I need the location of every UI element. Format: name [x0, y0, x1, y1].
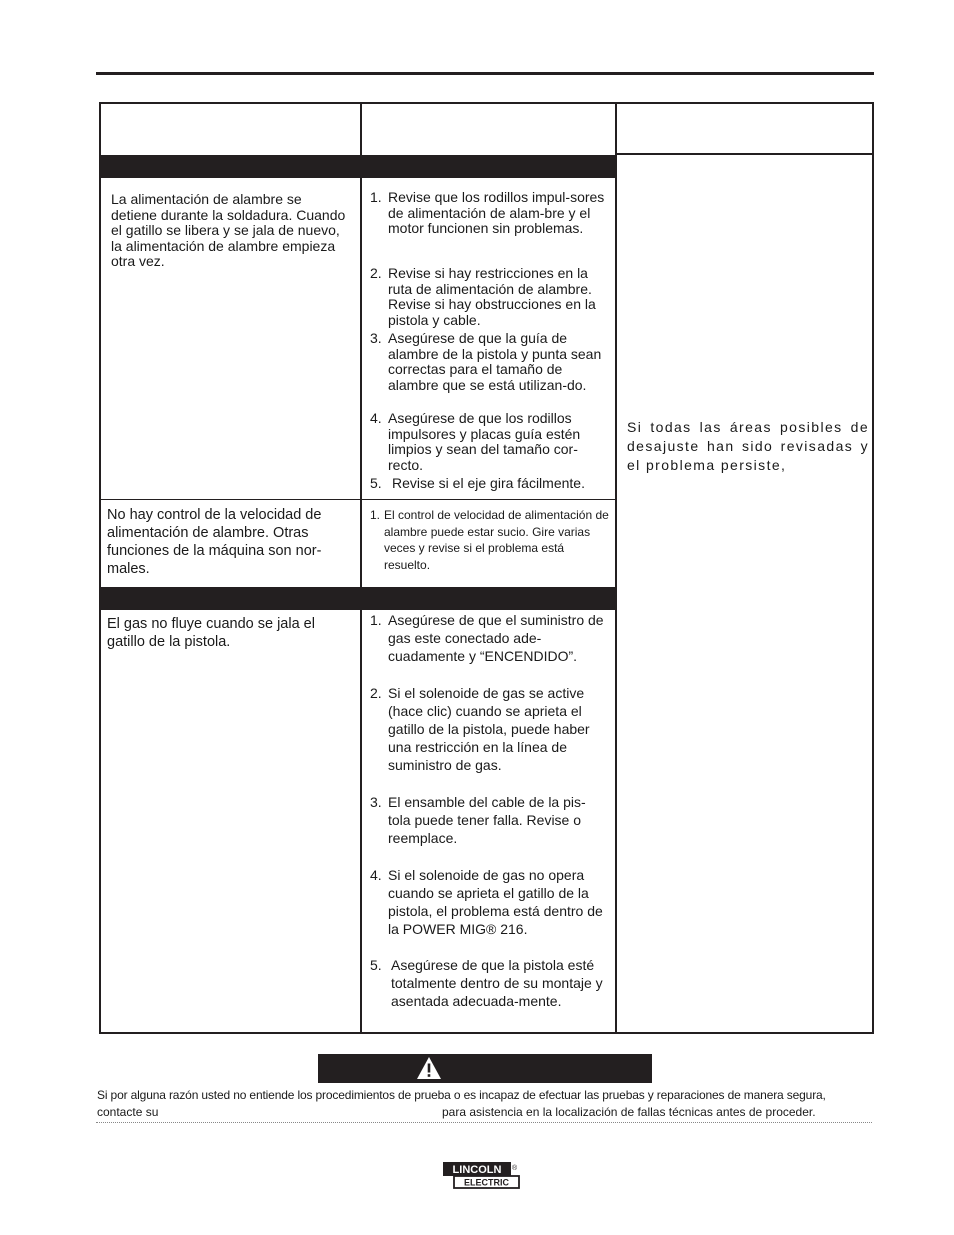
cause-item [370, 507, 612, 573]
cause-text: Revise si el eje gira fácilmente. [392, 475, 585, 491]
svg-text:®: ® [512, 1165, 518, 1172]
cause-number: 5. [370, 475, 382, 491]
row-separator [101, 609, 615, 610]
top-rule [96, 72, 874, 75]
cause-number: 3. [370, 330, 382, 346]
cause-number: 2. [370, 685, 382, 701]
row-separator [101, 499, 615, 500]
header-rule [616, 153, 874, 155]
svg-text:LINCOLN: LINCOLN [452, 1164, 502, 1177]
svg-text:ELECTRIC: ELECTRIC [464, 1177, 509, 1188]
lincoln-electric-logo [441, 1160, 521, 1190]
footer-line-1: Si por alguna razón usted no entiende los procedimientos de prueba o es incapaz de efectuar las pruebas y reparaciones de manera segura, [97, 1088, 826, 1102]
cause-number: 4. [370, 410, 382, 426]
caution-bar [318, 1054, 652, 1083]
footer-line-2a: contacte su [97, 1105, 159, 1119]
cause-number: 2. [370, 265, 382, 281]
warning-triangle-icon [416, 1055, 442, 1081]
section-band-gas [101, 587, 615, 609]
cause-item [370, 476, 610, 492]
cause-number: 1. [370, 189, 382, 205]
cause-item [370, 266, 612, 328]
problem-no-gas: El gas no fluye cuando se jala el gatillo de la pistola. [107, 616, 315, 650]
cause-text: El control de velocidad de alimentación de alambre puede estar sucio. Gire varias veces y revise si el problema está resuelto. [384, 508, 609, 572]
cause-text: Si el solenoide de gas no opera cuando se aprieta el gatillo de la pistola, el problema está dentro de la POWER MIG® 216. [388, 867, 603, 937]
cause-item [370, 611, 608, 665]
recommended-action: Si todas las áreas posibles de desajuste han sido revisadas y el problema persiste, [627, 419, 869, 473]
cause-text: Revise que los rodillos impul-sores de alimentación de alam-bre y el motor funcionen sin problemas. [388, 189, 605, 236]
row-separator [101, 177, 615, 178]
cause-number: 1. [370, 612, 382, 628]
cause-item [370, 866, 610, 938]
footer-dotted-rule [96, 1122, 872, 1123]
cause-item [370, 684, 610, 774]
section-band-wire-feed [101, 155, 615, 177]
cause-item [370, 331, 610, 393]
cause-item [370, 793, 608, 847]
cause-number: 5. [370, 957, 382, 973]
cause-item [370, 956, 608, 1010]
cause-number: 4. [370, 867, 382, 883]
cause-text: Asegúrese de que la pistola esté totalmente dentro de su montaje y asentada adecuada-mente. [391, 957, 603, 1009]
cause-item [370, 190, 610, 237]
cause-text: Si el solenoide de gas se active (hace clic) cuando se aprieta el gatillo de la pistola, puede haber una restricción en la línea de suministro de gas. [388, 685, 590, 773]
cause-text: Revise si hay restricciones en la ruta de alimentación de alambre. Revise si hay obstrucciones en la pistola y cable. [388, 265, 596, 328]
cause-number: 3. [370, 794, 382, 810]
problem-no-speed-control: No hay control de la velocidad de alimentación de alambre. Otras funciones de la máquina son nor-males. [107, 507, 322, 577]
cause-text: Asegúrese de que la guía de alambre de la pistola y punta sean correctas para el tamaño de alambre que se está utilizan-do. [388, 330, 602, 393]
cause-item [370, 411, 606, 473]
cause-text: El ensamble del cable de la pis-tola puede tener falla. Revise o reemplace. [388, 794, 586, 846]
footer-line-2b: para asistencia en la localización de fallas técnicas antes de proceder. [442, 1105, 816, 1119]
cause-number: 1. [370, 508, 381, 522]
column-divider-2 [615, 102, 617, 1034]
cause-text: Asegúrese de que el suministro de gas este conectado ade-cuadamente y “ENCENDIDO”. [388, 612, 604, 664]
cause-text: Asegúrese de que los rodillos impulsores y placas guía estén limpios y sean del tamaño cor-recto. [388, 410, 581, 473]
column-divider-1 [360, 102, 362, 1034]
problem-feed-stops: La alimentación de alambre se detiene durante la soldadura. Cuando el gatillo se libera y se jala de nuevo, la alimentación de alambre empieza otra vez. [111, 191, 346, 269]
